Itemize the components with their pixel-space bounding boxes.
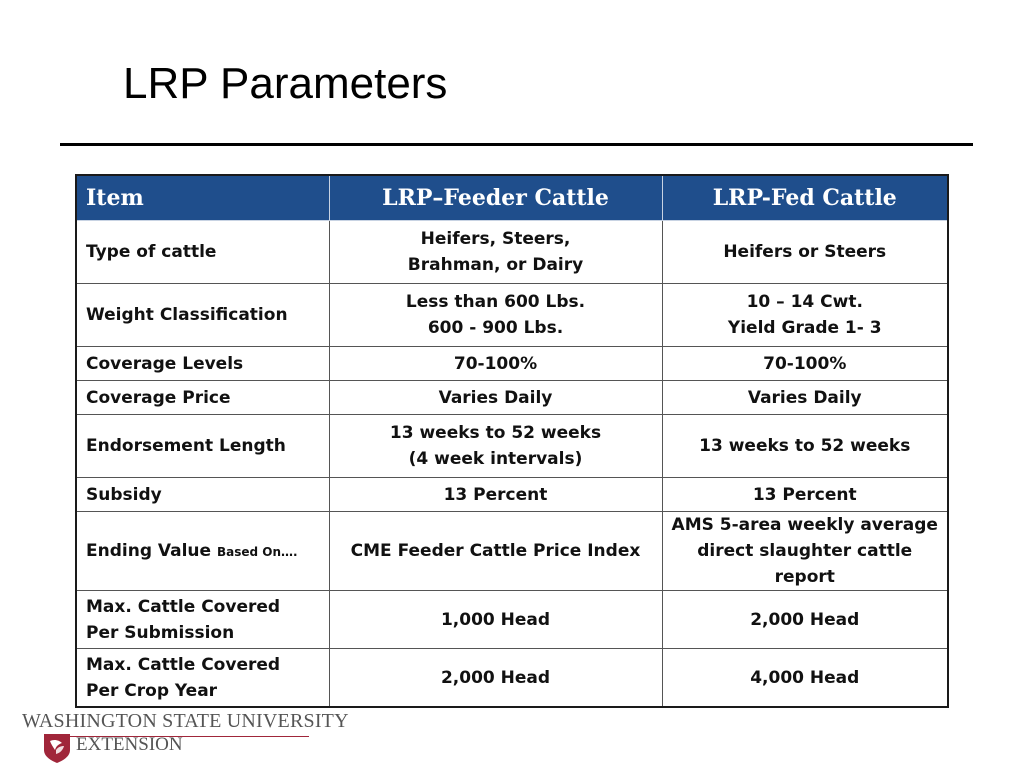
header-feeder-cattle: LRP–Feeder Cattle	[329, 175, 662, 221]
wsu-extension-logo	[22, 710, 349, 765]
row-label	[76, 512, 329, 591]
fed-cell: 4,000 Head	[662, 649, 948, 708]
row-label: Coverage Levels	[76, 347, 329, 381]
row-label	[76, 649, 329, 708]
feeder-cell: 2,000 Head	[329, 649, 662, 708]
fed-cell	[662, 512, 948, 591]
cell-line: Heifers or Steers	[723, 242, 887, 262]
cell-line: Less than 600 Lbs.	[405, 292, 586, 312]
header-fed-cattle: LRP-Fed Cattle	[662, 175, 948, 221]
header-item: Item	[76, 175, 329, 221]
table-row	[76, 415, 948, 478]
fed-cell: 13 weeks to 52 weeks	[662, 415, 948, 478]
cell-line: 13 weeks to 52 weeks	[389, 423, 602, 443]
table-row	[76, 284, 948, 347]
feeder-cell	[329, 415, 662, 478]
row-label: Coverage Price	[76, 381, 329, 415]
wsu-seal-icon	[42, 732, 72, 764]
feeder-cell	[329, 221, 662, 284]
row-label: Type of cattle	[76, 221, 329, 284]
cell-line: Brahman, or Dairy	[407, 255, 584, 275]
fed-cell	[662, 221, 948, 284]
row-label-main: Ending Value	[86, 540, 217, 561]
table-row	[76, 649, 948, 708]
cell-line: direct slaughter cattle report	[697, 541, 913, 587]
row-label-note: Based On….	[216, 544, 298, 559]
feeder-cell: Varies Daily	[329, 381, 662, 415]
feeder-cell	[329, 284, 662, 347]
table-row	[76, 347, 948, 381]
row-label-line: Max. Cattle Covered	[86, 596, 281, 617]
logo-university-name: WASHINGTON STATE UNIVERSITY	[22, 710, 349, 732]
cell-line: AMS 5-area weekly average	[671, 515, 938, 535]
cell-line: 600 - 900 Lbs.	[427, 318, 564, 338]
cell-line: Yield Grade 1- 3	[727, 318, 882, 338]
table-row	[76, 591, 948, 649]
table-row	[76, 221, 948, 284]
cell-line: (4 week intervals)	[408, 449, 583, 469]
slide-title: LRP Parameters	[123, 59, 448, 108]
cell-line: 10 – 14 Cwt.	[746, 292, 863, 312]
row-label: Subsidy	[76, 478, 329, 512]
cell-line: Heifers, Steers,	[420, 229, 571, 249]
table-row	[76, 478, 948, 512]
fed-cell	[662, 284, 948, 347]
feeder-cell: 1,000 Head	[329, 591, 662, 649]
fed-cell: Varies Daily	[662, 381, 948, 415]
row-label: Weight Classification	[76, 284, 329, 347]
row-label-line: Per Crop Year	[86, 680, 218, 701]
fed-cell: 70-100%	[662, 347, 948, 381]
table-row	[76, 381, 948, 415]
fed-cell: 13 Percent	[662, 478, 948, 512]
row-label-line: Max. Cattle Covered	[86, 654, 281, 675]
fed-cell: 2,000 Head	[662, 591, 948, 649]
row-label-line: Per Submission	[86, 622, 235, 643]
title-divider	[60, 143, 973, 146]
table-header-row	[76, 175, 948, 221]
table-row	[76, 512, 948, 591]
row-label	[76, 591, 329, 649]
feeder-cell: CME Feeder Cattle Price Index	[329, 512, 662, 591]
feeder-cell: 70-100%	[329, 347, 662, 381]
feeder-cell: 13 Percent	[329, 478, 662, 512]
row-label: Endorsement Length	[76, 415, 329, 478]
lrp-parameters-table	[75, 174, 949, 708]
logo-extension: EXTENSION	[76, 734, 183, 755]
